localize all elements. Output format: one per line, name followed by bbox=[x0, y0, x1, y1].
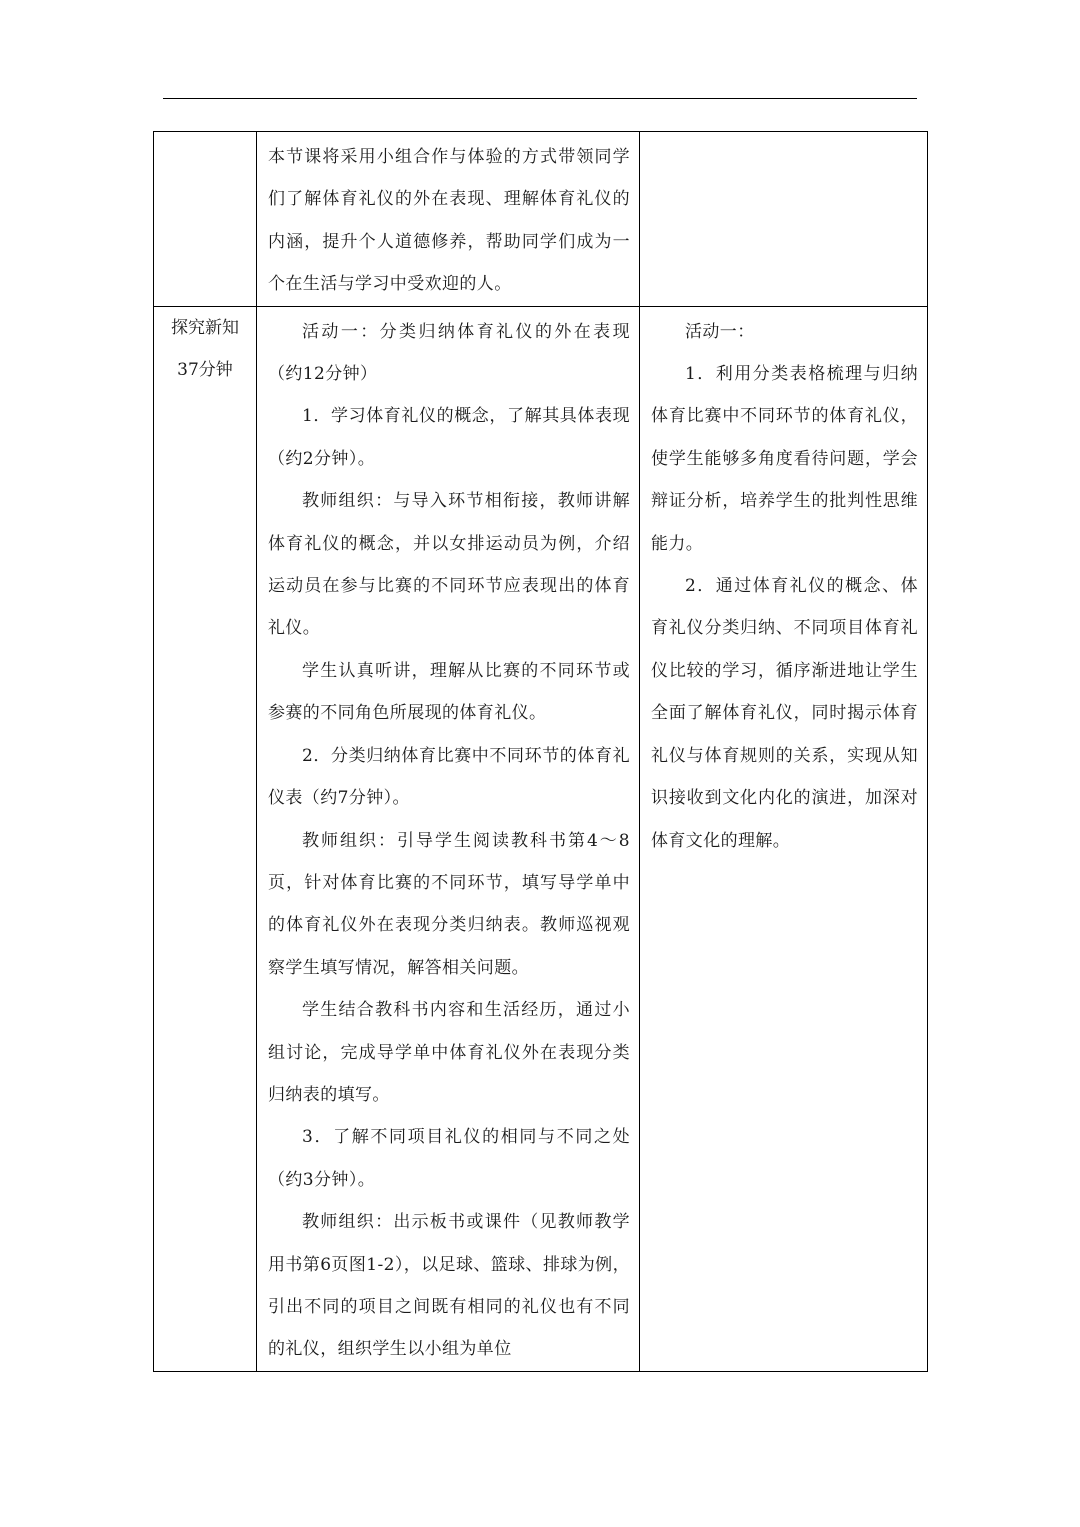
header-rule bbox=[163, 98, 917, 99]
process-paragraph: 学生认真听讲，理解从比赛的不同环节或参赛的不同角色所展现的体育礼仪。 bbox=[268, 660, 630, 724]
process-paragraph: 教师组织：出示板书或课件（见教师教学用书第6页图1-2），以足球、篮球、排球为例，引出不同的项目之间既有相同的礼仪也有不同的礼仪，组织学生以小组为单位 bbox=[268, 1212, 630, 1360]
lesson-plan-table bbox=[153, 131, 928, 1372]
activity-heading: 活动一：分类归纳体育礼仪的外在表现（约12分钟） bbox=[268, 321, 630, 385]
intro-text: 本节课将采用小组合作与体验的方式带领同学们了解体育礼仪的外在表现、理解体育礼仪的内涵，提升个人道德修养，帮助同学们成为一个在生活与学习中受欢迎的人。 bbox=[268, 147, 630, 295]
intent-paragraph: 1．利用分类表格梳理与归纳体育比赛中不同环节的体育礼仪，使学生能够多角度看待问题，学会辩证分析，培养学生的批判性思维能力。 bbox=[651, 364, 918, 554]
intent-paragraph: 2．通过体育礼仪的概念、体育礼仪分类归纳、不同项目体育礼仪比较的学习，循序渐进地让学生全面了解体育礼仪，同时揭示体育礼仪与体育规则的关系，实现从知识接收到文化内化的演进，加深对体育文化的理解。 bbox=[651, 576, 918, 851]
section-duration: 37分钟 bbox=[177, 359, 233, 380]
process-step: 3．了解不同项目礼仪的相同与不同之处（约3分钟）。 bbox=[268, 1127, 630, 1190]
intro-cell bbox=[257, 132, 640, 307]
section-label-cell bbox=[154, 306, 257, 1371]
process-step: 2．分类归纳体育比赛中不同环节的体育礼仪表（约7分钟）。 bbox=[268, 745, 630, 809]
design-intent-cell bbox=[640, 306, 928, 1371]
intent-heading: 活动一： bbox=[685, 321, 755, 342]
section-label: 探究新知 bbox=[171, 317, 239, 338]
section-label-cell-empty bbox=[154, 132, 257, 307]
process-paragraph: 教师组织：引导学生阅读教科书第4～8页，针对体育比赛的不同环节，填写导学单中的体育礼仪外在表现分类归纳表。教师巡视观察学生填写情况，解答相关问题。 bbox=[268, 830, 630, 978]
teaching-process-cell bbox=[257, 306, 640, 1371]
table-row bbox=[154, 132, 928, 307]
table-row bbox=[154, 306, 928, 1371]
intro-intent-cell-empty bbox=[640, 132, 928, 307]
process-paragraph: 教师组织：与导入环节相衔接，教师讲解体育礼仪的概念，并以女排运动员为例，介绍运动员在参与比赛的不同环节应表现出的体育礼仪。 bbox=[268, 491, 630, 639]
process-step: 1．学习体育礼仪的概念，了解其具体表现（约2分钟）。 bbox=[268, 406, 630, 469]
process-paragraph: 学生结合教科书内容和生活经历，通过小组讨论，完成导学单中体育礼仪外在表现分类归纳表的填写。 bbox=[268, 1000, 630, 1105]
